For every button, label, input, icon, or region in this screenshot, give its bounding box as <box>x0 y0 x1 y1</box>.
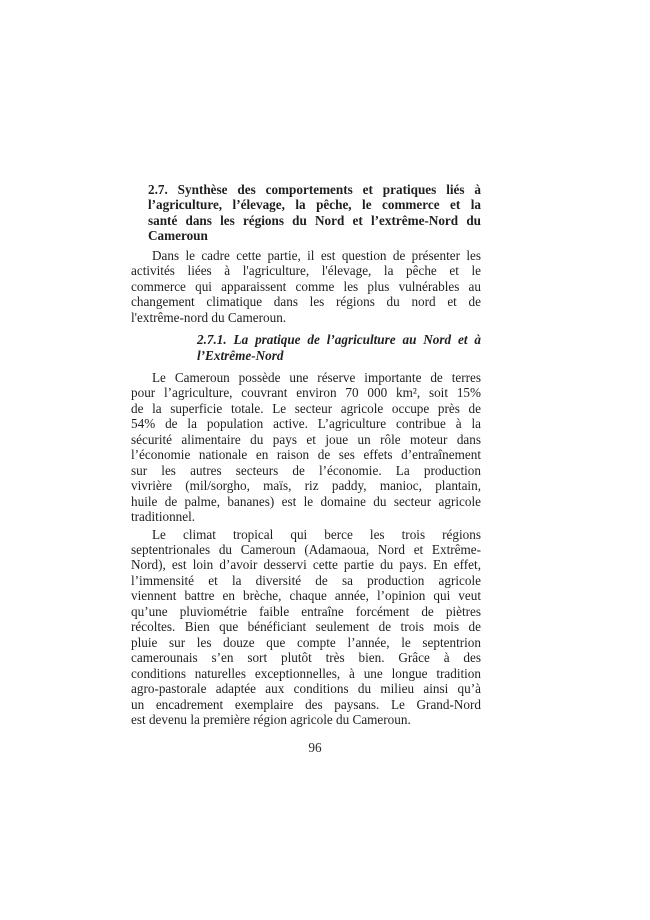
text-line: santé dans les régions du Nord et l’extrême-Nord du <box>148 212 481 228</box>
text-line: de la superficie totale. Le secteur agricole occupe près de <box>131 400 481 416</box>
text-line: l’économie nationale en raison de ses effets d’entraînement <box>131 447 481 463</box>
text-line: pluie sur les douze que compte l’année, le septentrion <box>131 634 481 650</box>
paragraph-reserve-terres <box>131 370 481 525</box>
text-line: un encadrement exemplaire des paysans. Le Grand-Nord <box>131 696 481 712</box>
text-line: Le climat tropical qui berce les trois régions <box>152 526 481 542</box>
text-line: l’agriculture, l’élevage, la pêche, le commerce et la <box>148 197 481 213</box>
text-line: sécurité alimentaire du pays et joue un rôle moteur dans <box>131 431 481 447</box>
text-line: changement climatique dans les régions du nord et de <box>131 294 481 310</box>
paragraph-climat-tropical <box>131 527 481 728</box>
page-number: 96 <box>308 740 322 755</box>
text-line: conditions naturelles exceptionnelles, à une longue tradition <box>131 665 481 681</box>
text-line: septentrionales du Cameroun (Adamaoua, Nord et Extrême- <box>131 541 481 557</box>
text-line: traditionnel. <box>131 509 196 525</box>
text-line: vivrière (mil/sorgho, maïs, riz paddy, manioc, plantain, <box>131 478 481 494</box>
text-line: Cameroun <box>148 228 208 244</box>
text-line: 2.7.1. La pratique de l’agriculture au Nord et à <box>197 332 481 348</box>
section-heading-2-7 <box>148 182 481 244</box>
text-line: agro-pastorale adaptée aux conditions du milieu ainsi qu’à <box>131 681 481 697</box>
text-line: huile de palme, bananes) est le domaine du secteur agricole <box>131 493 481 509</box>
text-line: Dans le cadre cette partie, il est question de présenter les <box>152 247 481 263</box>
text-line: qu’une pluviométrie faible entraîne forcément de piètres <box>131 603 481 619</box>
text-line: l'extrême-nord du Cameroun. <box>131 309 287 325</box>
text-line: pour l’agriculture, couvrant environ 70 000 km², soit 15% <box>131 385 481 401</box>
text-line: récoltes. Bien que bénéficiant seulement de trois mois de <box>131 619 481 635</box>
text-line: l’Extrême-Nord <box>197 347 284 363</box>
page-content <box>131 182 481 727</box>
subsection-heading-2-7-1 <box>197 332 481 363</box>
text-line: camerounais s’en sort plutôt très bien. Grâce à des <box>131 650 481 666</box>
text-line: activités liées à l'agriculture, l'élevage, la pêche et le <box>131 263 481 279</box>
paragraph-intro <box>131 248 481 325</box>
text-line: l’immensité et la diversité de sa production agricole <box>131 572 481 588</box>
text-line: Nord), est loin d’avoir desservi cette partie du pays. En effet, <box>131 557 481 573</box>
text-line: commerce qui apparaissent comme les plus vulnérables au <box>131 278 481 294</box>
text-line: sur les autres secteurs de l’économie. La production <box>131 462 481 478</box>
text-line: Le Cameroun possède une réserve importante de terres <box>152 369 481 385</box>
text-line: 54% de la population active. L’agriculture contribue à la <box>131 416 481 432</box>
text-line: viennent battre en brèche, chaque année, l’opinion qui veut <box>131 588 481 604</box>
text-line: 2.7. Synthèse des comportements et pratiques liés à <box>148 182 481 197</box>
text-line: est devenu la première région agricole du Cameroun. <box>131 711 411 727</box>
